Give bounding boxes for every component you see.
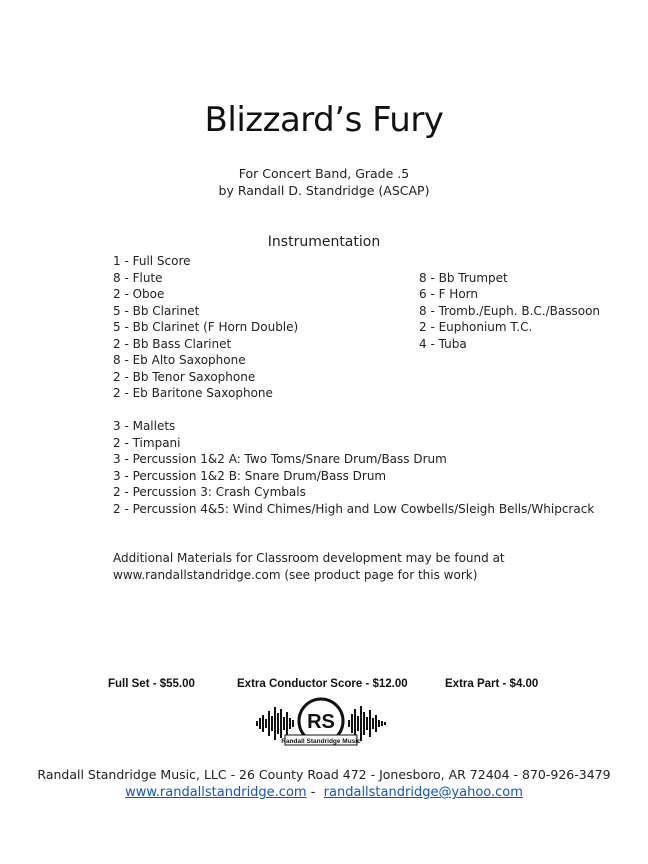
- list-item: 8 - Tromb./Euph. B.C./Bassoon: [419, 303, 601, 318]
- list-item: 2 - Bb Bass Clarinet: [113, 336, 232, 351]
- email-link[interactable]: randallstandridge@yahoo.com: [323, 785, 523, 800]
- additional-materials-note: [113, 550, 505, 583]
- list-item: 8 - Bb Trumpet: [419, 270, 508, 285]
- list-item: 2 - Euphonium T.C.: [419, 320, 533, 334]
- list-item: 2 - Percussion 4&5: Wind Chimes/High and Low Cowbells/Sleigh Bells/Whipcrack: [113, 501, 595, 516]
- list-item: 3 - Mallets: [113, 419, 176, 433]
- logo-initials: RS: [307, 711, 335, 733]
- list-item: 3 - Percussion 1&2 B: Snare Drum/Bass Drum: [113, 468, 387, 483]
- list-item: 5 - Bb Clarinet (F Horn Double): [113, 320, 299, 334]
- logo-caption: Randall Standridge Music: [281, 738, 361, 745]
- list-item: 4 - Tuba: [419, 336, 467, 351]
- instrumentation-heading: Instrumentation: [267, 234, 381, 250]
- list-item: 3 - Percussion 1&2 A: Two Toms/Snare Drum/Bass Drum: [113, 452, 447, 466]
- link-separator: -: [306, 785, 324, 800]
- list-item: 2 - Timpani: [113, 435, 181, 450]
- publisher-address: Randall Standridge Music, LLC - 26 County Road 472 - Jonesboro, AR 72404 - 870-926-3479: [37, 767, 611, 782]
- list-item: 5 - Bb Clarinet: [113, 303, 200, 318]
- page-title: Blizzard’s Fury: [204, 100, 444, 140]
- list-item: 2 - Bb Tenor Saxophone: [113, 369, 256, 384]
- subtitle-composer: by Randall D. Standridge (ASCAP): [218, 183, 430, 198]
- subtitle-ensemble-grade: For Concert Band, Grade .5: [238, 166, 410, 181]
- instrumentation-left-column: [113, 253, 298, 402]
- instrumentation-right-column: [419, 270, 600, 353]
- list-item: 1 - Full Score: [113, 254, 191, 268]
- contact-links: [0, 785, 648, 800]
- list-item: 2 - Oboe: [113, 287, 165, 301]
- price-extra-score: Extra Conductor Score - $12.00: [237, 678, 408, 690]
- list-item: 8 - Eb Alto Saxophone: [113, 353, 246, 367]
- price-extra-part: Extra Part - $4.00: [445, 678, 539, 690]
- list-item: 8 - Flute: [113, 270, 163, 285]
- website-link[interactable]: www.randallstandridge.com: [125, 785, 307, 800]
- price-full-set: Full Set - $55.00: [108, 678, 195, 690]
- note-line: Additional Materials for Classroom development may be found at: [113, 551, 505, 565]
- note-line: www.randallstandridge.com (see product page for this work): [113, 567, 478, 582]
- list-item: 2 - Eb Baritone Saxophone: [113, 386, 273, 400]
- list-item: 2 - Percussion 3: Crash Cymbals: [113, 485, 306, 499]
- publisher-logo: [254, 697, 388, 749]
- list-item: 6 - F Horn: [419, 287, 479, 301]
- percussion-list: [113, 418, 594, 517]
